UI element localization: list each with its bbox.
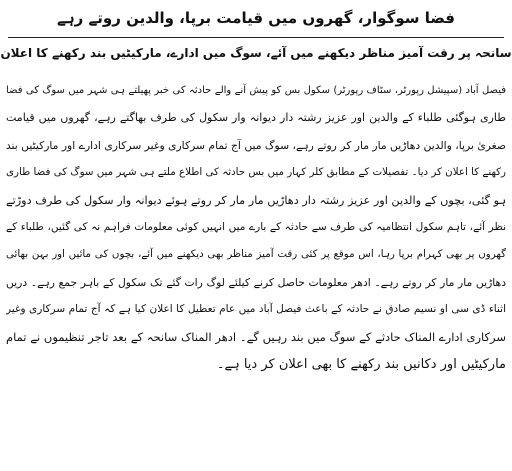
- subheadline: سانحہ پر رقت آمیز مناظر دیکھنے میں آئے، سوگ میں ادارے، مارکیٹیں بند رکھنے کا اعلان: [0, 46, 512, 60]
- body-line: فیصل آباد (سپیشل رپورٹر، سٹاف رپورٹر) سکول بس کو پیش آنے والے حادثہ کی خبر پھیلتے ہی شہر میں سوگ کی فضا: [6, 85, 506, 96]
- body-line: دھاڑیں مار مار کر روتے رہے۔ ادھر معلومات حاصل کرنے کیلئے لوگ رات گئے تک سکول کے باہر جمع رہے۔ دریں: [6, 275, 506, 289]
- body-line: مارکیٹیں اور دکانیں بند رکھنے کا بھی اعلان کر دیا ہے۔: [216, 356, 506, 372]
- body-line: سرکاری ادارے المناک حادثے کے سوگ میں بند رہیں گے۔ ادھر المناک سانحہ کے بعد تاجر تنظیموں نے تمام: [6, 329, 506, 344]
- headline-divider: [8, 37, 504, 38]
- headline: فضا سوگوار، گھروں میں قیامت برپا، والدین روتے رہے: [57, 9, 455, 27]
- body-line: اثناء ڈی سی او نسیم صادق نے حادثہ کے باعث فیصل آباد میں عام تعطیل کا اعلان کیا ہے کہ آج تمام سرکاری وغیر: [6, 303, 506, 316]
- body-line: گھروں پر بھی کہرام برپا رہا، اس موقع پر کئی رقت آمیز مناظر بھی دیکھنے میں آئے، بچوں کی مائیں اور بہن بھائی: [6, 248, 506, 261]
- body-line: طاری ہوگئی طلباء کے والدین اور عزیز رشتہ دار دیوانہ وار سکول کی طرف بھاگتے رہے، گھروں میں قیامت: [6, 111, 506, 125]
- body-line: رکھنے کا اعلان کر دیا۔ تفصیلات کے مطابق کلر کہار میں بس حادثہ کی اطلاع ملتے ہی شہر میں سوگ کی فضا طاری: [6, 166, 506, 179]
- article-body: [6, 77, 506, 378]
- body-line: صغریٰ برپا، والدین دھاڑیں مار مار کر روتے رہے، سوگ میں آج تمام سرکاری وغیر سرکاری ادارے اور مارکیٹیں بند: [6, 138, 506, 152]
- body-line: نظر آئے، تاہم سکول انتظامیہ کی طرف سے حادثہ کے بارے میں انہیں کوئی معلومات فراہم نہ کی گئیں، طلباء کے: [6, 220, 506, 233]
- body-line: ہو گئی، بچوں کے والدین اور عزیز رشتہ دار دھاڑیں مار مار کر روتے ہوئے دیوانہ وار سکول کی طرف دوڑتے: [6, 193, 506, 207]
